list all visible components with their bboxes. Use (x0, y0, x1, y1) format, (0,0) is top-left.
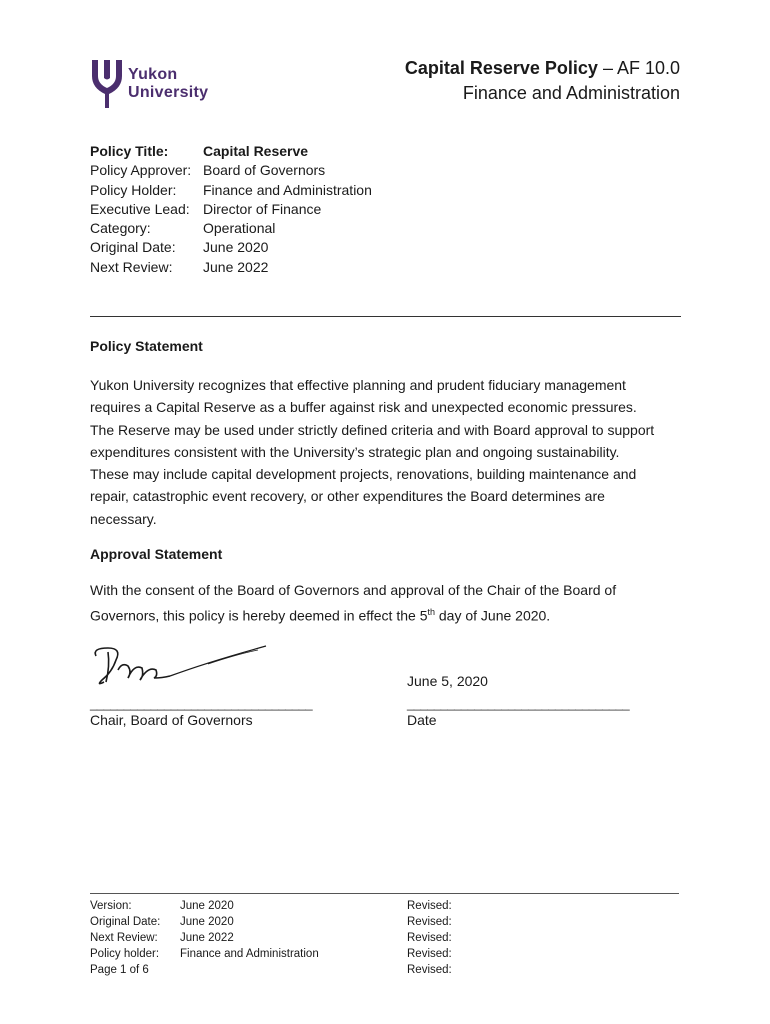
signature-label-chair: Chair, Board of Governors (90, 712, 253, 728)
footer-key: Original Date: (90, 916, 161, 928)
signature-line-right: _________________________________ (407, 696, 630, 711)
handwritten-signature (88, 642, 273, 692)
policy-statement-line: expenditures consistent with the University’s strategic plan and ongoing sustainability. (90, 443, 620, 460)
footer-revised-label: Revised: (407, 900, 452, 912)
meta-value: June 2022 (203, 258, 269, 275)
policy-code: – AF 10.0 (597, 58, 680, 78)
header-divider (90, 316, 681, 317)
footer-keys (90, 898, 160, 978)
approval-text: day of June 2020. (435, 607, 551, 624)
policy-statement-line: requires a Capital Reserve as a buffer against risk and unexpected economic pressures. (90, 399, 637, 416)
footer-divider (90, 893, 679, 894)
meta-row-approver (90, 161, 372, 180)
logo-text (128, 66, 208, 102)
logo-line-yukon: Yukon (128, 66, 178, 83)
footer-key: Version: (90, 900, 132, 912)
meta-key: Original Date: (90, 239, 176, 256)
policy-statement-line: These may include capital development projects, renovations, building maintenance and (90, 466, 637, 483)
footer-value: Finance and Administration (180, 948, 319, 960)
meta-row-executive-lead (90, 200, 372, 219)
meta-value: June 2020 (203, 239, 269, 256)
footer-revised-label: Revised: (407, 948, 452, 960)
policy-statement-line: The Reserve may be used under strictly defined criteria and with Board approval to support (90, 421, 655, 438)
footer-key: Next Review: (90, 932, 158, 944)
meta-key: Policy Title: (90, 143, 169, 159)
footer-values (180, 898, 319, 962)
footer-revised-label: Revised: (407, 932, 452, 944)
approval-statement-heading: Approval Statement (90, 546, 223, 562)
meta-row-next-review (90, 258, 372, 277)
yukon-university-logo (90, 58, 220, 112)
logo-leaf-icon (90, 58, 124, 110)
meta-value: Operational (203, 220, 276, 237)
policy-statement-heading: Policy Statement (90, 338, 203, 354)
meta-row-title (90, 142, 372, 161)
approval-text: Governors, this policy is hereby deemed in effect the 5 (90, 607, 428, 624)
policy-statement-line: Yukon University recognizes that effective planning and prudent fiduciary management (90, 377, 626, 393)
meta-value: Capital Reserve (203, 143, 309, 159)
signature-date-value: June 5, 2020 (407, 673, 488, 689)
approval-statement-line (90, 601, 685, 627)
signature-label-date: Date (407, 712, 437, 728)
footer-value: June 2020 (180, 900, 234, 912)
footer-value: June 2020 (180, 916, 234, 928)
footer-page-number: Page 1 of 6 (90, 964, 149, 976)
approval-statement-body (90, 579, 685, 627)
footer-key: Policy holder: (90, 948, 160, 960)
ordinal-suffix: th (427, 607, 435, 618)
meta-key: Policy Approver: (90, 162, 192, 179)
meta-row-original-date (90, 238, 372, 257)
footer-revised-label: Revised: (407, 916, 452, 928)
footer-value: June 2022 (180, 932, 234, 944)
logo-line-university: University (128, 84, 209, 101)
policy-statement-line: repair, catastrophic event recovery, or other expenditures the Board determines are (90, 488, 605, 505)
footer-revised-label: Revised: (407, 964, 452, 976)
meta-value: Finance and Administration (203, 181, 372, 198)
approval-statement-line: With the consent of the Board of Governors and approval of the Chair of the Board of (90, 582, 617, 598)
policy-statement-body (90, 374, 685, 530)
meta-value: Board of Governors (203, 162, 326, 179)
meta-value: Director of Finance (203, 200, 322, 217)
policy-statement-line: necessary. (90, 510, 157, 527)
footer-revised (407, 898, 452, 978)
policy-header-subtitle: Finance and Administration (462, 83, 680, 103)
meta-row-holder (90, 181, 372, 200)
meta-key: Next Review: (90, 258, 173, 275)
policy-header-title (405, 56, 680, 80)
meta-key: Policy Holder: (90, 181, 177, 198)
meta-row-category (90, 219, 372, 238)
signature-line-left: _________________________________ (90, 696, 313, 711)
policy-metadata (90, 142, 372, 277)
policy-name: Capital Reserve Policy (404, 58, 598, 78)
document-header (405, 56, 680, 106)
meta-key: Category: (90, 220, 151, 237)
meta-key: Executive Lead: (90, 200, 190, 217)
